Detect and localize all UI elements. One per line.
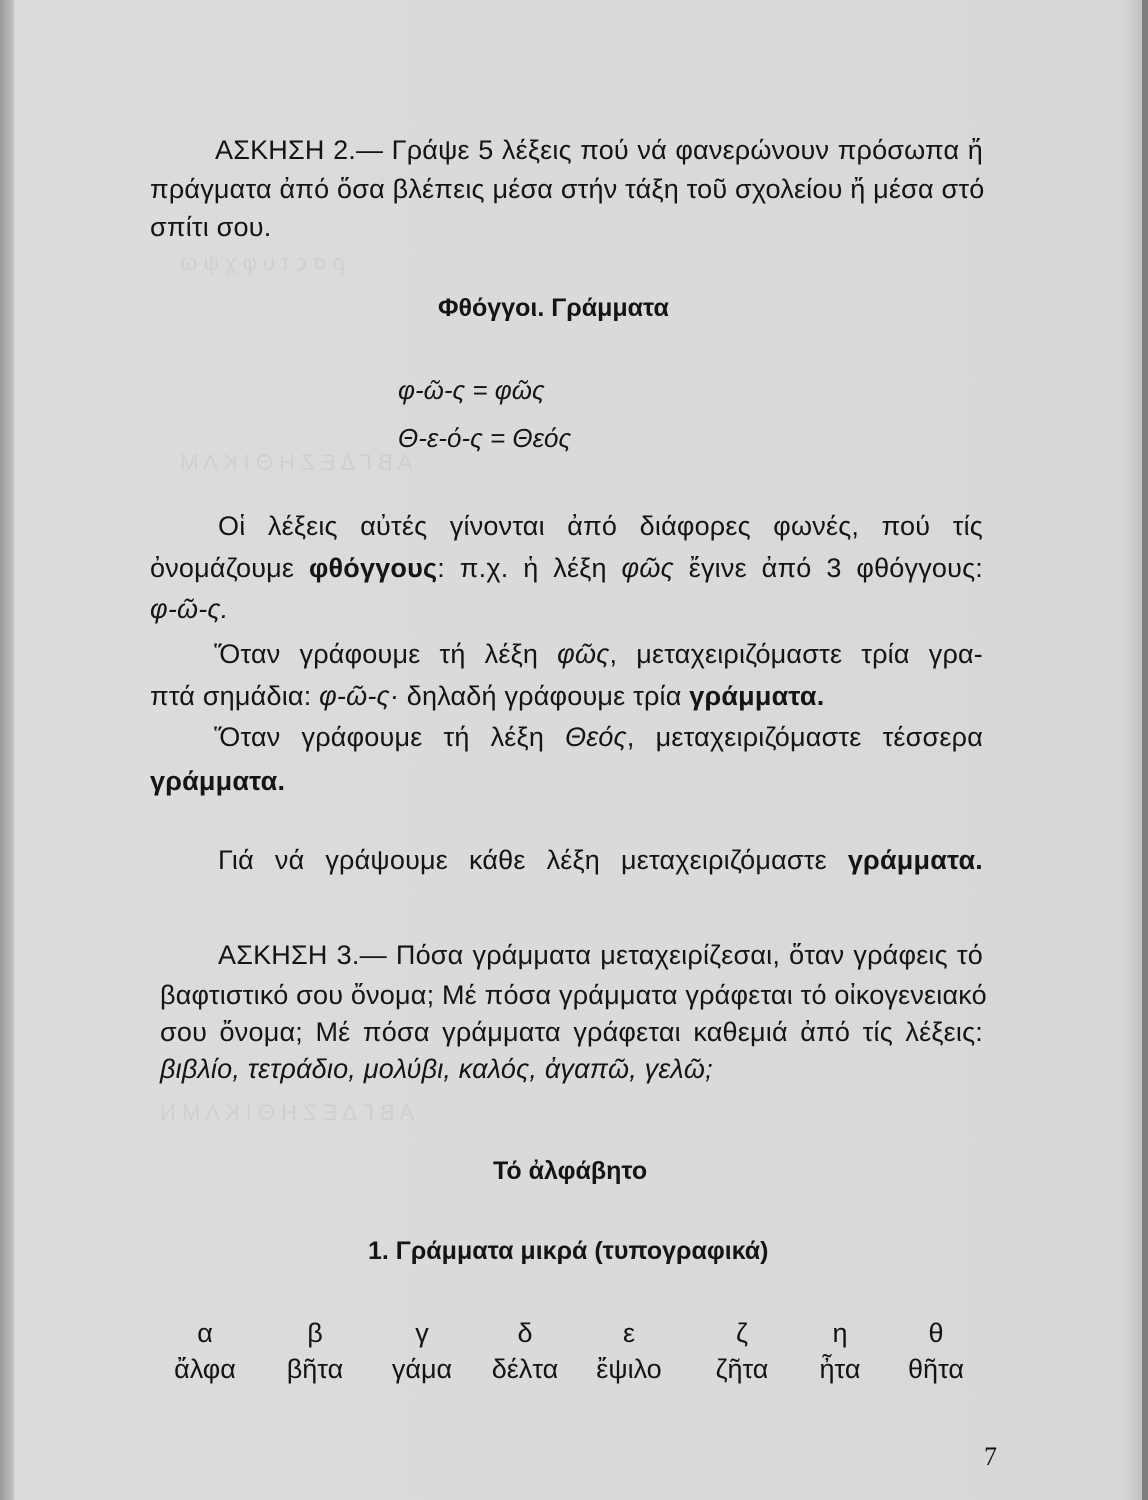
paragraph2-line3-post: , μεταχειριζόμαστε τέσσερα [626,722,984,752]
paragraph2-line3-pre: Ὅταν γράφουμε τή λέξη [214,722,566,752]
alphabet-letter: ζ [736,1318,748,1348]
word-fos: φῶς [557,639,610,669]
alphabet-letter: θ [928,1318,944,1348]
alphabet-subtitle: 1. Γράμματα μικρά (τυπογραφικά) [368,1237,769,1265]
alphabet-letter: α [197,1318,213,1348]
page-right-edge [1142,0,1148,1500]
paragraph1-line2-pre: ὀνομάζουμε [150,553,309,583]
paragraph3-pre: Γιά νά γράψουμε κάθε λέξη μεταχειριζόμαστε [218,845,848,875]
paragraph2-line2 [150,679,824,713]
exercise3-line4: βιβλίο, τετράδιο, μολύβι, καλός, ἀγαπῶ, γελῶ; [160,1054,713,1084]
term-grammata: γράμματα. [847,845,983,875]
alphabet-title: Τό ἀλφάβητο [493,1157,648,1185]
paragraph2-line1-post: , μεταχειριζόμαστε τρία γρα- [609,639,984,669]
word-f-o-s: φ-ῶ-ς· [319,681,400,711]
page-binding-shadow [0,0,14,1500]
alphabet-letter-name: ἔψιλο [596,1354,662,1384]
bleed-through-texture: Α Β Γ Δ Ε Ζ Η Θ Ι Κ Λ Μ [180,450,413,475]
alphabet-letter-name: ζῆτα [715,1354,769,1384]
paragraph1-line1: Οἱ λέξεις αὐτές γίνονται ἀπό διάφορες φωνές, πού τίς [218,511,983,541]
formula-fos: φ-ῶ-ς = φῶς [398,375,545,405]
alphabet-letter: δ [517,1318,533,1348]
page-number: 7 [984,1442,997,1471]
paragraph1-line2-post: ἔγινε ἀπό 3 φθόγγους: [673,553,983,583]
paragraph2-line3 [214,720,983,754]
exercise3-line2: βαφτιστικό σου ὄνομα; Μέ πόσα γράμματα γράφεται τό οἰκογενειακό [160,980,987,1010]
exercise2-line1: ΑΣΚΗΣΗ 2.— Γράψε 5 λέξεις πού νά φανερώνουν πρόσωπα ἤ [215,135,983,165]
paragraph1-line2 [150,551,983,585]
alphabet-letter-name: ἄλφα [174,1354,236,1384]
alphabet-letter-name: δέλτα [491,1354,559,1384]
bleed-through-texture: ρ σ ς τ υ φ χ ψ ω [180,250,345,275]
alphabet-letter: η [832,1318,848,1348]
word-fos: φῶς [621,553,674,583]
alphabet-letter: γ [415,1318,429,1348]
alphabet-letter: β [307,1318,323,1348]
exercise2-line2: πράγματα ἀπό ὅσα βλέπεις μέσα στήν τάξη τοῦ σχολείου ἤ μέσα στό [150,174,985,204]
paragraph2-line2-pre: πτά σημάδια: [150,681,320,711]
term-fthongoi: φθόγγους [309,553,438,583]
alphabet-letter-name: γάμα [391,1354,453,1384]
bleed-through-texture: Α Β Γ Δ Ε Ζ Η Θ Ι Κ Λ Μ Ν [160,1100,415,1125]
paragraph2-line1 [214,637,983,671]
paragraph2-line1-pre: Ὅταν γράφουμε τή λέξη [214,639,558,669]
paragraph3-line [218,843,983,877]
term-grammata: γράμματα. [689,681,825,711]
alphabet-letter-name: θῆτα [908,1354,964,1384]
word-theos: Θεός [565,722,627,752]
paragraph1-line3: φ-ῶ-ς. [150,594,229,624]
alphabet-letter-name: βῆτα [286,1354,344,1384]
exercise2-line3: σπίτι σου. [150,212,272,242]
alphabet-letter: ε [622,1318,636,1348]
paragraph2-line4: γράμματα. [150,766,286,796]
exercise3-line3: σου ὄνομα; Μέ πόσα γράμματα γράφεται καθεμιά ἀπό τίς λέξεις: [160,1017,983,1047]
formula-theos: Θ-ε-ό-ς = Θεός [398,423,572,453]
alphabet-letter-name: ἦτα [819,1354,861,1384]
paragraph1-line2-mid: : π.χ. ἡ λέξη [437,553,622,583]
exercise3-line1: ΑΣΚΗΣΗ 3.— Πόσα γράμματα μεταχειρίζεσαι, ὅταν γράφεις τό [218,940,983,970]
paragraph2-line2-mid: δηλαδή γράφουμε τρία [399,681,690,711]
section-title-sounds-letters: Φθόγγοι. Γράμματα [438,294,669,322]
